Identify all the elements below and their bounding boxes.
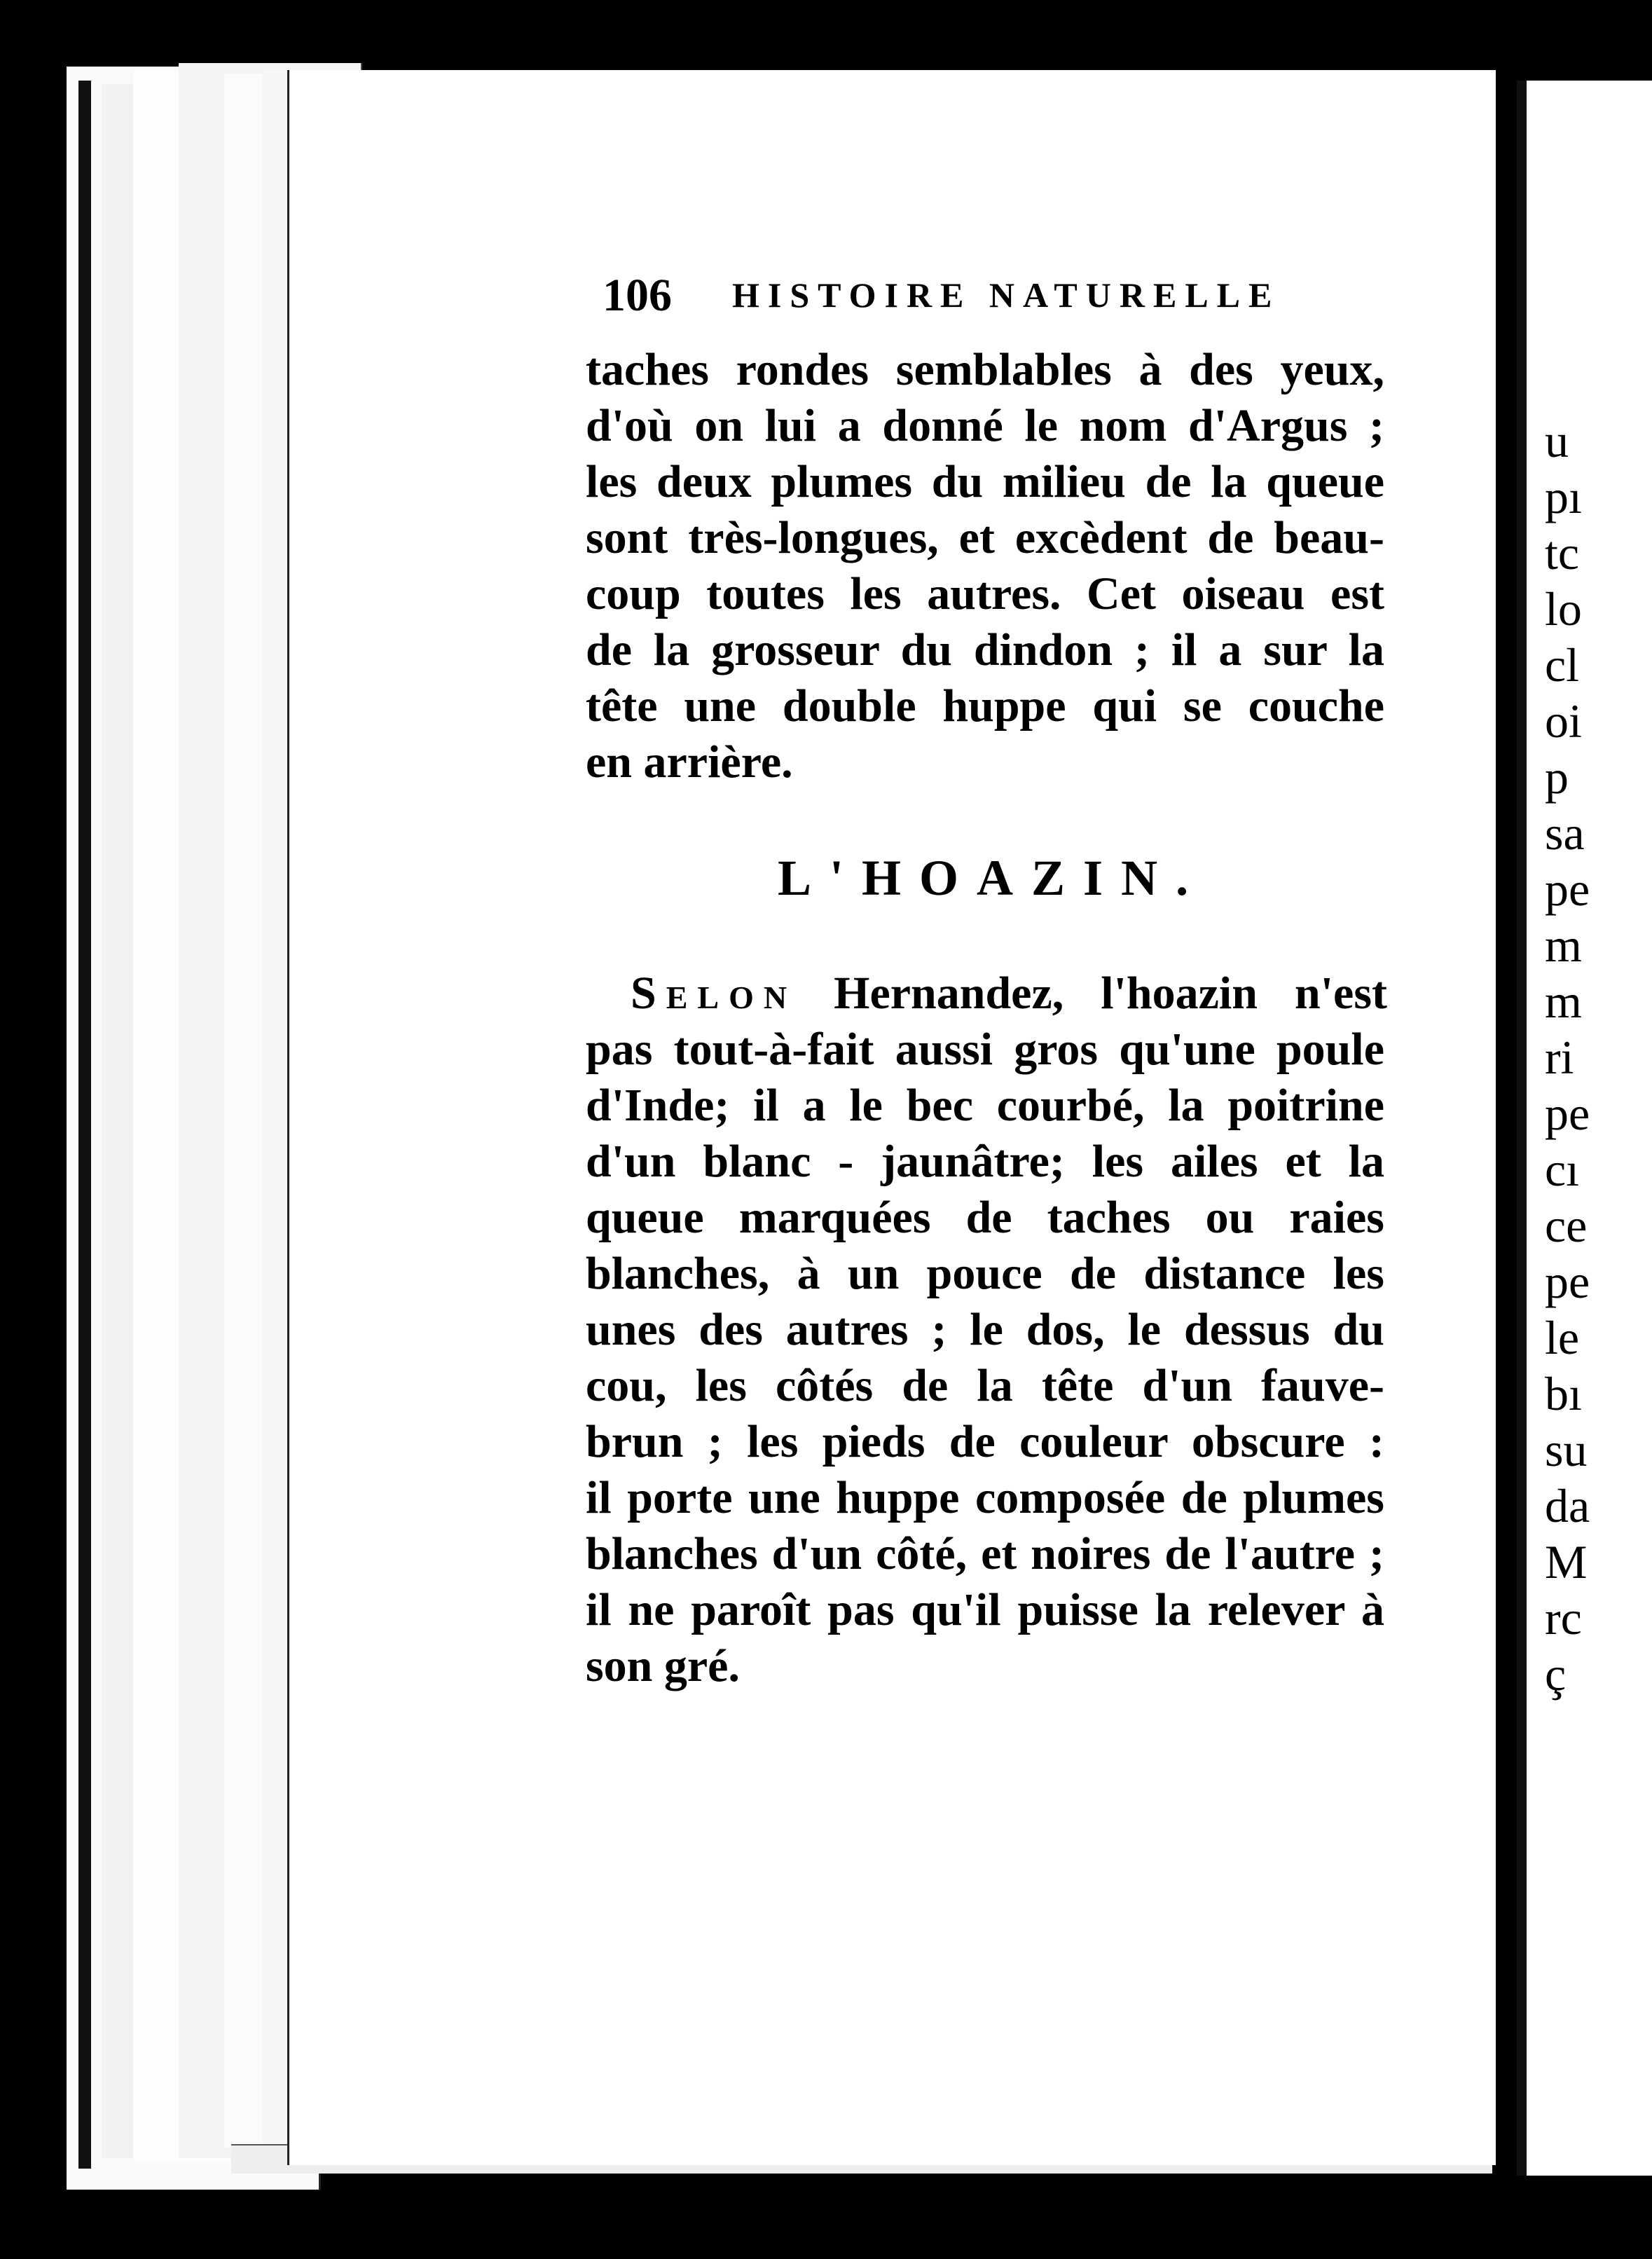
text-line: d'un blanc - jaunâtre; les ailes et la — [586, 1136, 1384, 1187]
text-line: queue marquées de taches ou raies — [586, 1192, 1384, 1243]
running-title: HISTOIRE NATURELLE — [732, 275, 1281, 315]
adjacent-text-fragment: m — [1545, 919, 1582, 972]
adjacent-text-fragment: le — [1545, 1311, 1580, 1364]
adjacent-text-fragment: p — [1545, 750, 1569, 804]
adjacent-text-fragment: ri — [1545, 1031, 1574, 1084]
adjacent-text-fragment: oi — [1545, 694, 1582, 748]
text-line: coup toutes les autres. Cet oiseau est — [586, 568, 1384, 619]
text-line: d'où on lui a donné le nom d'Argus ; — [586, 400, 1384, 451]
adjacent-text-fragment: lo — [1545, 582, 1582, 636]
adjacent-text-fragment: bı — [1545, 1367, 1582, 1420]
section-heading: L'HOAZIN. — [778, 850, 1207, 906]
text-line: sont très-longues, et excèdent de beau- — [586, 512, 1384, 563]
text-line: d'Inde; il a le bec courbé, la poitrine — [586, 1080, 1384, 1131]
text-line-first — [631, 967, 1387, 1023]
text-line: il porte une huppe composée de plumes — [586, 1472, 1384, 1523]
adjacent-text-fragment: ç — [1545, 1647, 1567, 1701]
adjacent-text-fragment: sa — [1545, 806, 1585, 860]
text-line: taches rondes semblables à des yeux, — [586, 344, 1384, 395]
text-line: tête une double huppe qui se couche — [586, 680, 1384, 732]
adjacent-text-fragment: da — [1545, 1479, 1590, 1532]
adjacent-text-fragment: cl — [1545, 638, 1580, 692]
text-line: blanches d'un côté, et noires de l'autre ; — [586, 1528, 1384, 1579]
page-number: 106 — [603, 270, 672, 321]
text-line: son gré. — [586, 1640, 740, 1691]
adjacent-text-fragment: pe — [1545, 863, 1590, 916]
adjacent-text-fragment: pe — [1545, 1255, 1590, 1308]
text-line: pas tout-à-fait aussi gros qu'une poule — [586, 1024, 1384, 1075]
binding-shadow — [78, 81, 91, 2169]
adjacent-text-fragment: pı — [1545, 470, 1582, 523]
adjacent-text-fragment: tc — [1545, 526, 1580, 579]
page-header — [603, 269, 1303, 321]
adjacent-text-fragment: M — [1545, 1535, 1588, 1588]
text-line: blanches, à un pouce de distance les — [586, 1248, 1384, 1299]
text-line: cou, les côtés de la tête d'un fauve- — [586, 1360, 1384, 1411]
first-line-rest: Hernandez, l'hoazin n'est — [834, 968, 1387, 1019]
adjacent-text-fragment: u — [1545, 414, 1569, 467]
adjacent-text-fragment: cı — [1545, 1143, 1580, 1196]
text-line: brun ; les pieds de couleur obscure : — [586, 1416, 1384, 1467]
first-word: Selon — [631, 968, 797, 1019]
adjacent-text-fragment: rc — [1545, 1591, 1582, 1645]
text-line: unes des autres ; le dos, le dessus du — [586, 1304, 1384, 1355]
adjacent-text-fragment: su — [1545, 1423, 1588, 1476]
adjacent-text-fragment: pe — [1545, 1087, 1590, 1140]
adjacent-text-fragment: m — [1545, 975, 1582, 1028]
text-line: en arrière. — [586, 736, 793, 788]
text-line: il ne paroît pas qu'il puisse la relever à — [586, 1584, 1384, 1635]
adjacent-text-fragment: ce — [1545, 1199, 1588, 1252]
text-line: de la grosseur du dindon ; il a sur la — [586, 624, 1384, 675]
text-line: les deux plumes du milieu de la queue — [586, 456, 1384, 507]
